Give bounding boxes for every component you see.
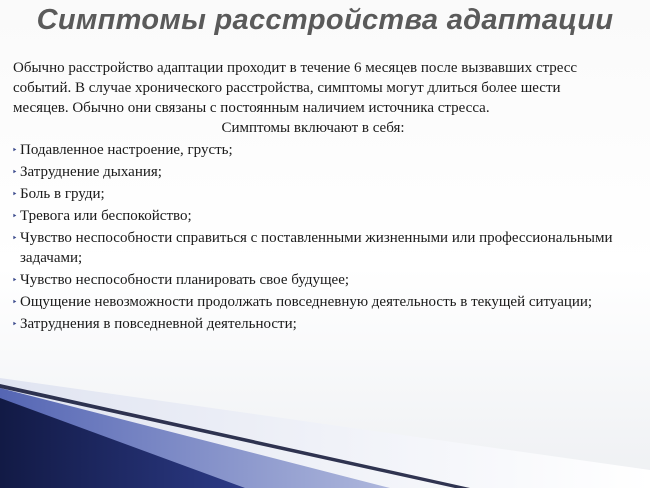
- symptom-item: [13, 162, 613, 182]
- symptom-item: [13, 270, 613, 290]
- symptom-item: [13, 228, 613, 268]
- bullet-arrow-icon: ‣: [12, 211, 18, 221]
- symptom-text: Чувство неспособности планировать свое будущее;: [20, 272, 350, 288]
- symptom-item: [13, 314, 613, 334]
- intro-paragraph: Обычно расстройство адаптации проходит в течение 6 месяцев после вызвавших стресс событий. В случае хронического расстройства, симптомы могут длиться более шести месяцев. Обычно они связаны с постоянным наличием источника стресса.: [13, 60, 578, 116]
- symptom-item: [13, 292, 613, 312]
- symptom-item: [13, 206, 613, 226]
- bullet-arrow-icon: ‣: [12, 233, 18, 243]
- bullet-arrow-icon: ‣: [12, 145, 18, 155]
- bullet-arrow-icon: ‣: [12, 275, 18, 285]
- symptom-text: Тревога или беспокойство;: [20, 208, 192, 224]
- symptom-text: Затруднение дыхания;: [20, 164, 162, 180]
- lead-line: Симптомы включают в себя:: [221, 120, 405, 136]
- symptom-text: Боль в груди;: [20, 186, 105, 202]
- slide-title: Симптомы расстройства адаптации: [36, 4, 614, 36]
- bullet-arrow-icon: ‣: [12, 319, 18, 329]
- symptom-text: Подавленное настроение, грусть;: [20, 142, 233, 158]
- bullet-arrow-icon: ‣: [12, 189, 18, 199]
- bullet-arrow-icon: ‣: [12, 297, 18, 307]
- symptom-list: [13, 140, 613, 334]
- bullet-arrow-icon: ‣: [12, 167, 18, 177]
- symptom-text: Ощущение невозможности продолжать повседневную деятельность в текущей ситуации;: [20, 294, 593, 310]
- symptom-text: Чувство неспособности справиться с поставленными жизненными или профессиональными задачами;: [20, 230, 613, 266]
- symptom-item: [13, 184, 613, 204]
- slide-body: [13, 58, 613, 336]
- symptom-text: Затруднения в повседневной деятельности;: [20, 316, 297, 332]
- symptom-item: [13, 140, 613, 160]
